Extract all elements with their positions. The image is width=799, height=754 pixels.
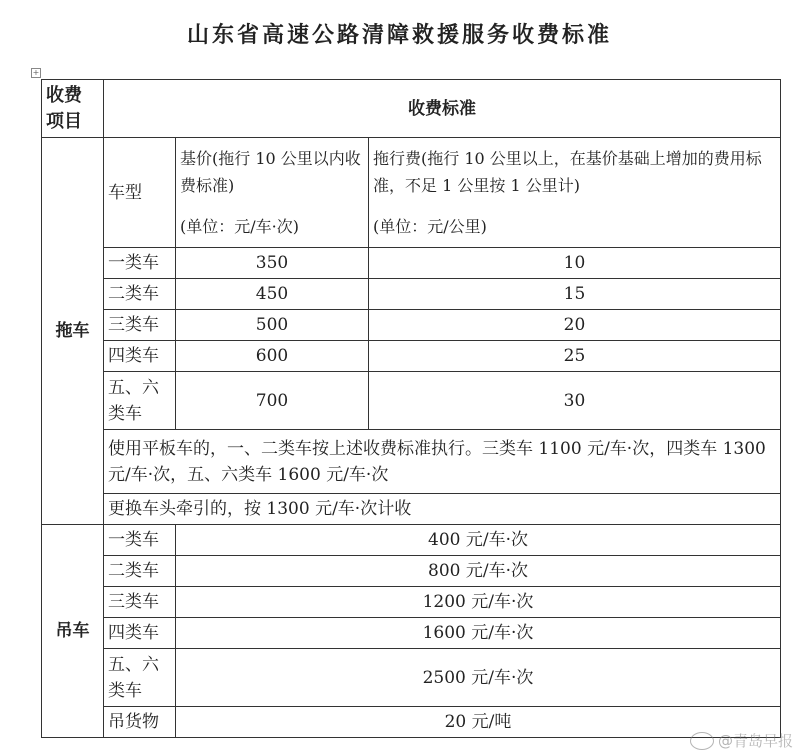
tractor-note-cell: 更换车头牵引的，按 1300 元/车·次计收	[104, 494, 781, 525]
crane-type-cell: 吊货物	[104, 707, 176, 738]
crane-type-cell: 四类车	[104, 618, 176, 649]
crane-price-cell: 400 元/车·次	[176, 525, 781, 556]
tow-type-cell: 二类车	[104, 279, 176, 310]
table-row	[42, 587, 781, 618]
table-row	[42, 525, 781, 556]
table-row	[42, 372, 781, 430]
crane-price-cell: 800 元/车·次	[176, 556, 781, 587]
tow-base-cell: 700	[176, 372, 369, 430]
tow-subheader-row	[42, 138, 781, 248]
flatbed-note-row	[42, 430, 781, 494]
base-price-desc: 基价(拖行 10 公里以内收费标准)	[180, 149, 361, 195]
fee-table	[41, 79, 781, 738]
table-header-row	[42, 80, 781, 138]
vehicle-type-header: 车型	[104, 138, 176, 248]
weibo-watermark	[690, 730, 793, 751]
crane-category-cell: 吊车	[42, 525, 104, 738]
watermark-text: @青岛早报	[717, 732, 793, 750]
tow-type-cell: 五、六类车	[104, 372, 176, 430]
flatbed-note-cell: 使用平板车的，一、二类车按上述收费标准执行。三类车 1100 元/车·次，四类车 1300 元/车·次，五、六类车 1600 元/车·次	[104, 430, 781, 494]
table-row	[42, 248, 781, 279]
tow-category-cell: 拖车	[42, 138, 104, 525]
tow-type-cell: 三类车	[104, 310, 176, 341]
header-standard-cell: 收费标准	[104, 80, 781, 138]
crane-price-cell: 1600 元/车·次	[176, 618, 781, 649]
table-row	[42, 707, 781, 738]
weibo-logo-icon	[690, 732, 714, 750]
crane-price-cell: 2500 元/车·次	[176, 649, 781, 707]
tow-base-cell: 450	[176, 279, 369, 310]
tow-fee-cell: 25	[369, 341, 781, 372]
tow-fee-cell: 15	[369, 279, 781, 310]
tow-base-cell: 500	[176, 310, 369, 341]
crane-price-cell: 20 元/吨	[176, 707, 781, 738]
tow-type-cell: 一类车	[104, 248, 176, 279]
tow-type-cell: 四类车	[104, 341, 176, 372]
table-row	[42, 556, 781, 587]
tow-base-cell: 600	[176, 341, 369, 372]
table-row	[42, 279, 781, 310]
tow-fee-header	[369, 138, 781, 248]
crane-type-cell: 一类车	[104, 525, 176, 556]
crane-type-cell: 五、六类车	[104, 649, 176, 707]
tow-base-cell: 350	[176, 248, 369, 279]
tow-fee-cell: 10	[369, 248, 781, 279]
document-title: 山东省高速公路清障救援服务收费标准	[186, 23, 612, 48]
crane-type-cell: 二类车	[104, 556, 176, 587]
table-move-handle-icon[interactable]: +	[32, 68, 40, 77]
table-row	[42, 649, 781, 707]
base-price-unit: (单位：元/车·次)	[180, 217, 299, 236]
tractor-note-row	[42, 494, 781, 525]
tow-fee-desc: 拖行费(拖行 10 公里以上，在基价基础上增加的费用标准，不足 1 公里按 1 公里计)	[373, 149, 762, 195]
crane-price-cell: 1200 元/车·次	[176, 587, 781, 618]
table-row	[42, 341, 781, 372]
table-row	[42, 618, 781, 649]
header-item-cell: 收费项目	[42, 80, 104, 138]
tow-fee-cell: 30	[369, 372, 781, 430]
table-row	[42, 310, 781, 341]
tow-fee-cell: 20	[369, 310, 781, 341]
base-price-header	[176, 138, 369, 248]
tow-fee-unit: (单位：元/公里)	[373, 217, 487, 236]
crane-type-cell: 三类车	[104, 587, 176, 618]
